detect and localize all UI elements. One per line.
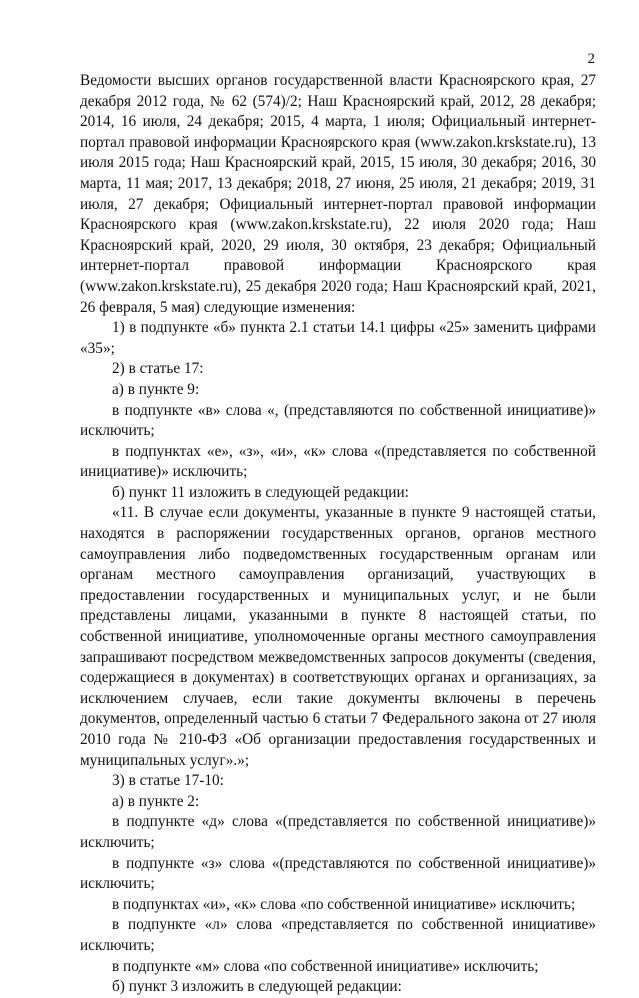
document-body bbox=[80, 71, 596, 998]
paragraph: в подпунктах «е», «з», «и», «к» слова «(представляется по собственной инициативе)» исключить; bbox=[80, 442, 596, 481]
paragraph: в подпункте «д» слова «(представляется по собственной инициативе)» исключить; bbox=[80, 813, 596, 851]
paragraph: «11. В случае если документы, указанные в пункте 9 настоящей статьи, находятся в распоряжении государственных органов, органов местного самоуправления либо подведомственных государственным органам или органам местного самоуправления организаций, участвующих в предоставлении государственных и муниципальных услуг, и не были представлены лицами, указанными в пункте 8 настоящей статьи, по собственной инициативе, уполномоченные органы местного самоуправления запрашивают посредством межведомственных запросов документы (сведения, содержащиеся в документах) в соответствующих органах и организациях, за исключением случаев, если такие документы включены в перечень документов, определенный частью 6 статьи 7 Федерального закона от 27 июля 2010 года № 210-ФЗ «Об организации предоставления государственных и муниципальных услуг».»; bbox=[80, 504, 596, 769]
paragraph: в подпунктах «и», «к» слова «по собственной инициативе» исключить; bbox=[112, 895, 576, 913]
paragraph: в подпункте «з» слова «(представляются по собственной инициативе)» исключить; bbox=[80, 854, 596, 893]
paragraph: б) пункт 3 изложить в следующей редакции: bbox=[112, 978, 402, 996]
paragraph: б) пункт 11 изложить в следующей редакции: bbox=[112, 483, 409, 501]
paragraph: а) в пункте 2: bbox=[112, 792, 200, 810]
paragraph: в подпункте «м» слова «по собственной инициативе» исключить; bbox=[112, 957, 539, 975]
paragraph: а) в пункте 9: bbox=[112, 380, 200, 398]
paragraph: 3) в статье 17-10: bbox=[112, 772, 224, 790]
paragraph: 2) в статье 17: bbox=[112, 360, 204, 378]
paragraph: в подпункте «л» слова «представляется по собственной инициативе» исключить; bbox=[80, 916, 596, 954]
paragraph: 1) в подпункте «б» пункта 2.1 статьи 14.1 цифры «25» заменить цифрами «35»; bbox=[80, 319, 596, 357]
paragraph: в подпункте «в» слова «, (представляются по собственной инициативе)» исключить; bbox=[80, 401, 596, 440]
paragraph: Ведомости высших органов государственной власти Красноярского края, 27 декабря 2012 года, № 62 (574)/2; Наш Красноярский край, 2012, 28 декабря; 2014, 16 июля, 24 декабря; 2015, 4 марта, 1 июля; Официальный интернет-портал правовой информации Красноярского края (www.zakon.krskstate.ru), 13 июля 2015 года; Наш Красноярский край, 2015, 15 июля, 30 декабря; 2016, 30 марта, 11 мая; 2017, 13 декабря; 2018, 27 июня, 25 июля, 21 декабря; 2019, 31 июля, 27 декабря; Официальный интернет-портал правовой информации Красноярского края (www.zakon.krskstate.ru), 22 июля 2020 года; Наш Красноярский край, 2020, 29 июля, 30 октября, 23 декабря; Официальный интернет-портал правовой информации Красноярского края (www.zakon.krskstate.ru), 25 декабря 2020 года; Наш Красноярский край, 2021, 26 февраля, 5 мая) следующие изменения: bbox=[80, 72, 596, 316]
page-number: 2 bbox=[587, 51, 595, 67]
